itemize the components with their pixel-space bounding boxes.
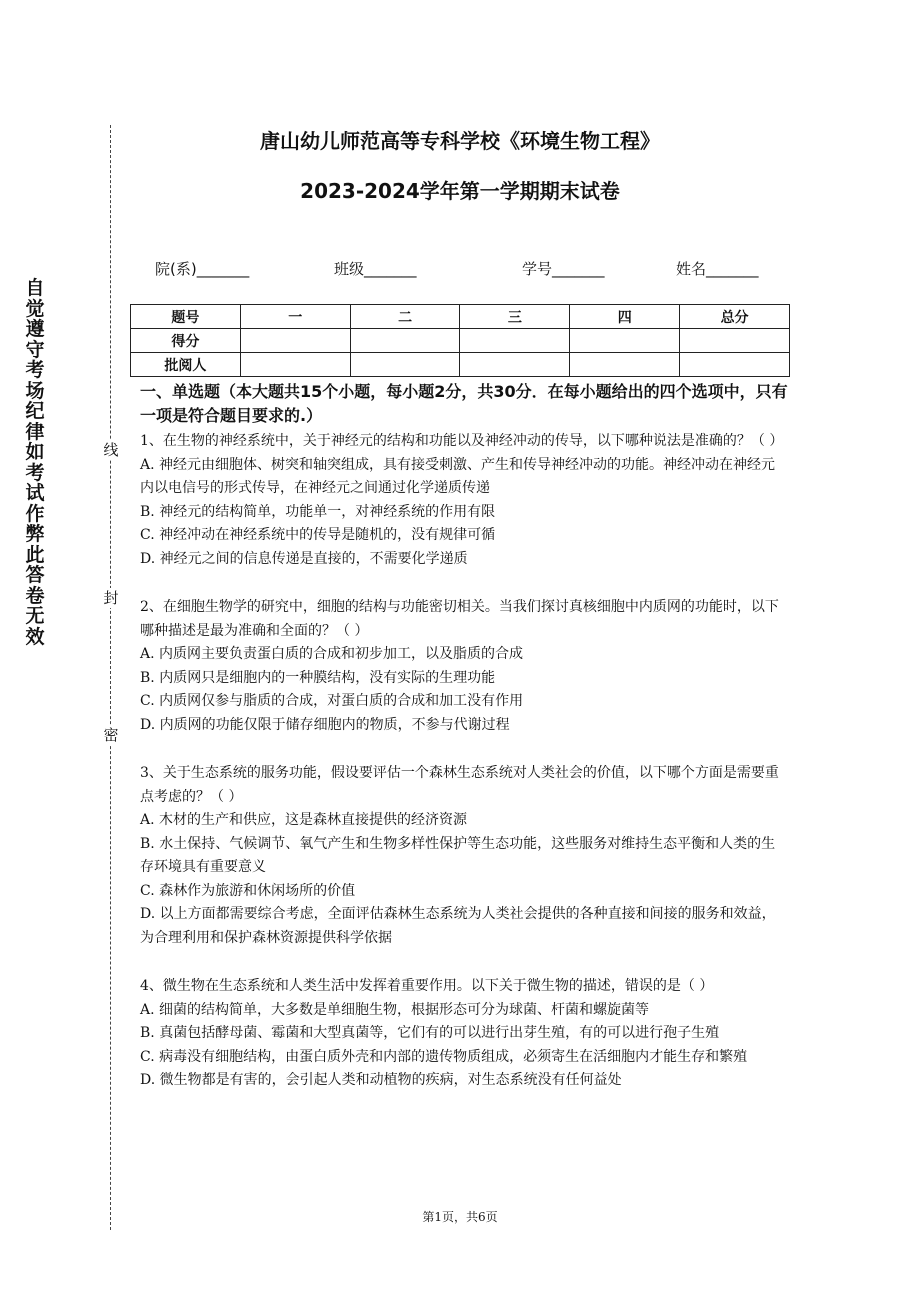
score-table-header-row <box>131 305 790 329</box>
option-c[interactable]: C. 内质网仅参与脂质的合成，对蛋白质的合成和加工没有作用 <box>140 693 524 709</box>
page-title: 唐山幼儿师范高等专科学校《环境生物工程》 <box>260 129 660 153</box>
option-b[interactable]: B. 神经元的结构简单，功能单一，对神经系统的作用有限 <box>140 503 496 520</box>
option-d[interactable]: D. 内质网的功能仅限于储存细胞内的物质，不参与代谢过程 <box>140 716 510 733</box>
score-cell[interactable] <box>460 329 570 353</box>
grader-cell[interactable] <box>680 353 790 377</box>
seal-mark-secret: 密 <box>101 725 121 745</box>
option-a[interactable]: A. 细菌的结构简单，大多数是单细胞生物，根据形态可分为球菌、杆菌和螺旋菌等 <box>140 1001 650 1018</box>
score-cell[interactable] <box>240 329 350 353</box>
table-header-cell: 题号 <box>131 305 241 329</box>
college-field[interactable]: 院(系)_______ <box>155 260 250 278</box>
table-header-cell: 三 <box>460 305 570 329</box>
question-1 <box>140 430 788 571</box>
option-a[interactable]: A. 神经元由细胞体、树突和轴突组成，具有接受刺激、产生和传导神经冲动的功能。神经冲动在神经元内以电信号的形式传导，在神经元之间通过化学递质传递 <box>140 456 776 496</box>
option-c[interactable]: C. 森林作为旅游和休闲场所的价值 <box>140 882 356 899</box>
option-a[interactable]: A. 木材的生产和供应，这是森林直接提供的经济资源 <box>140 812 468 828</box>
section-heading: 一、单选题（本大题共15个小题，每小题2分，共30分．在每小题给出的四个选项中，只有一项是符合题目要求的.） <box>140 382 788 425</box>
grader-cell[interactable] <box>240 353 350 377</box>
row-label-cell: 得分 <box>131 329 241 353</box>
option-a[interactable]: A. 内质网主要负责蛋白质的合成和初步加工，以及脂质的合成 <box>140 646 524 662</box>
question-3 <box>140 762 788 950</box>
binding-dashed-line <box>110 125 111 1230</box>
option-d[interactable]: D. 以上方面都需要综合考虑，全面评估森林生态系统为人类社会提供的各种直接和间接的服务和效益，为合理利用和保护森林资源提供科学依据 <box>140 906 776 946</box>
table-header-cell: 一 <box>240 305 350 329</box>
grader-cell[interactable] <box>350 353 460 377</box>
question-stem: 4、微生物在生态系统和人类生活中发挥着重要作用。以下关于微生物的描述，错误的是（ ） <box>140 978 714 994</box>
table-header-cell: 二 <box>350 305 460 329</box>
table-header-cell: 四 <box>570 305 680 329</box>
option-d[interactable]: D. 神经元之间的信息传递是直接的，不需要化学递质 <box>140 550 468 567</box>
question-stem: 2、在细胞生物学的研究中，细胞的结构与功能密切相关。当我们探讨真核细胞中内质网的功能时，以下哪种描述是最为准确和全面的？（ ） <box>140 599 779 639</box>
grader-cell[interactable] <box>570 353 680 377</box>
student-id-field[interactable]: 学号_______ <box>522 260 605 278</box>
score-table-row <box>131 353 790 377</box>
score-table-row <box>131 329 790 353</box>
seal-mark-line: 线 <box>101 440 121 460</box>
score-cell[interactable] <box>680 329 790 353</box>
page-subtitle: 2023-2024学年第一学期期末试卷 <box>300 179 620 203</box>
name-field[interactable]: 姓名_______ <box>676 260 759 278</box>
question-4 <box>140 975 788 1093</box>
row-label-cell: 批阅人 <box>131 353 241 377</box>
class-field[interactable]: 班级_______ <box>334 260 417 278</box>
score-cell[interactable] <box>570 329 680 353</box>
exam-content <box>140 380 788 1093</box>
score-cell[interactable] <box>350 329 460 353</box>
option-c[interactable]: C. 神经冲动在神经系统中的传导是随机的，没有规律可循 <box>140 527 496 543</box>
table-header-cell: 总分 <box>680 305 790 329</box>
option-b[interactable]: B. 真菌包括酵母菌、霉菌和大型真菌等，它们有的可以进行出芽生殖，有的可以进行孢子生殖 <box>140 1025 720 1041</box>
question-stem: 1、在生物的神经系统中，关于神经元的结构和功能以及神经冲动的传导，以下哪种说法是准确的？（ ） <box>140 433 784 449</box>
option-c[interactable]: C. 病毒没有细胞结构，由蛋白质外壳和内部的遗传物质组成，必须寄生在活细胞内才能生存和繁殖 <box>140 1048 748 1065</box>
option-b[interactable]: B. 水土保持、气候调节、氧气产生和生物多样性保护等生态功能，这些服务对维持生态平衡和人类的生存环境具有重要意义 <box>140 835 776 875</box>
option-d[interactable]: D. 微生物都是有害的，会引起人类和动植物的疾病，对生态系统没有任何益处 <box>140 1072 622 1088</box>
score-table <box>130 304 790 377</box>
question-2 <box>140 596 788 737</box>
seal-mark-seal: 封 <box>101 588 121 608</box>
question-stem: 3、关于生态系统的服务功能，假设要评估一个森林生态系统对人类社会的价值，以下哪个方面是需要重点考虑的？（ ） <box>140 765 779 805</box>
exam-discipline-note: 自觉遵守考场纪律如考试作弊此答卷无效 <box>25 277 45 648</box>
option-b[interactable]: B. 内质网只是细胞内的一种膜结构，没有实际的生理功能 <box>140 669 496 686</box>
page-number: 第1页，共6页 <box>422 1210 498 1224</box>
grader-cell[interactable] <box>460 353 570 377</box>
